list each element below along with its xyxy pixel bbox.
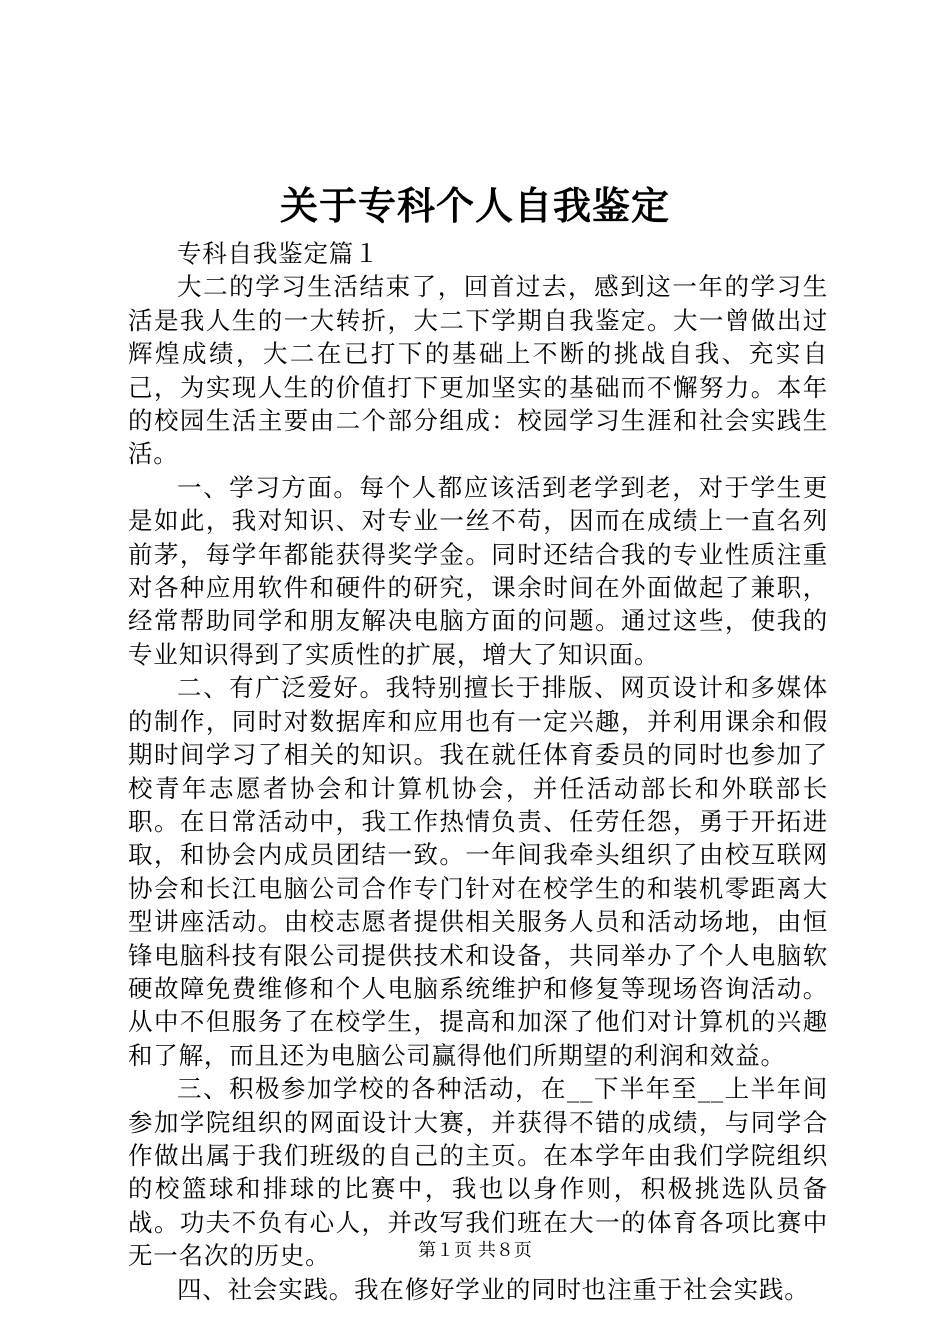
paragraph-hobbies: 二、有广泛爱好。我特别擅长于排版、网页设计和多媒体的制作，同时对数据库和应用也有一定兴趣，并利用课余和假期时间学习了相关的知识。我在就任体育委员的同时也参加了校青年志愿者协会和计算机协会，并任活动部长和外联部长职。在日常活动中，我工作热情负责、任劳任怨，勇于开拓进取，和协会内成员团结一致。一年间我牵头组织了由校互联网协会和长江电脑公司合作专门针对在校学生的和装机零距离大型讲座活动。由校志愿者提供相关服务人员和活动场地，由恒锋电脑科技有限公司提供技术和设备，共同举办了个人电脑软硬故障免费维修和个人电脑系统维护和修复等现场咨询活动。从中不但服务了在校学生，提高和加深了他们对计算机的兴趣和了解，而且还为电脑公司赢得他们所期望的利润和效益。	[128, 673, 828, 1070]
document-title: 关于专科个人自我鉴定	[279, 183, 670, 228]
paragraph-activities: 三、积极参加学校的各种活动，在__下半年至__上半年间参加学院组织的网面设计大赛，并获得不错的成绩，与同学合作做出属于我们班级的自己的主页。在本学年由我们学院组织的校篮球和排球的比赛中，我也以身作则，积极挑选队员备战。功夫不负有心人，并改写我们班在大一的体育各项比赛中无一名次的历史。	[128, 1074, 828, 1271]
paragraph-intro: 大二的学习生活结束了，回首过去，感到这一年的学习生活是我人生的一大转折，大二下学期自我鉴定。大一曾做出过辉煌成绩，大二在已打下的基础上不断的挑战自我、充实自己，为实现人生的价值打下更加坚实的基础而不懈努力。本年的校园生活主要由二个部分组成：校园学习生涯和社会实践生活。	[128, 272, 828, 469]
document-body	[128, 237, 828, 1306]
page-number-footer: 第１页 共８页	[418, 1240, 532, 1261]
paragraph-study: 一、学习方面。每个人都应该活到老学到老，对于学生更是如此，我对知识、对专业一丝不苟，因而在成绩上一直名列前茅，每学年都能获得奖学金。同时还结合我的专业性质注重对各种应用软件和硬件的研究，课余时间在外面做起了兼职，经常帮助同学和朋友解决电脑方面的问题。通过这些，使我的专业知识得到了实质性的扩展，增大了知识面。	[128, 472, 828, 669]
paragraph-social-practice: 四、社会实践。我在修好学业的同时也注重于社会实践。	[177, 1274, 810, 1304]
section-heading: 专科自我鉴定篇１	[177, 239, 380, 268]
